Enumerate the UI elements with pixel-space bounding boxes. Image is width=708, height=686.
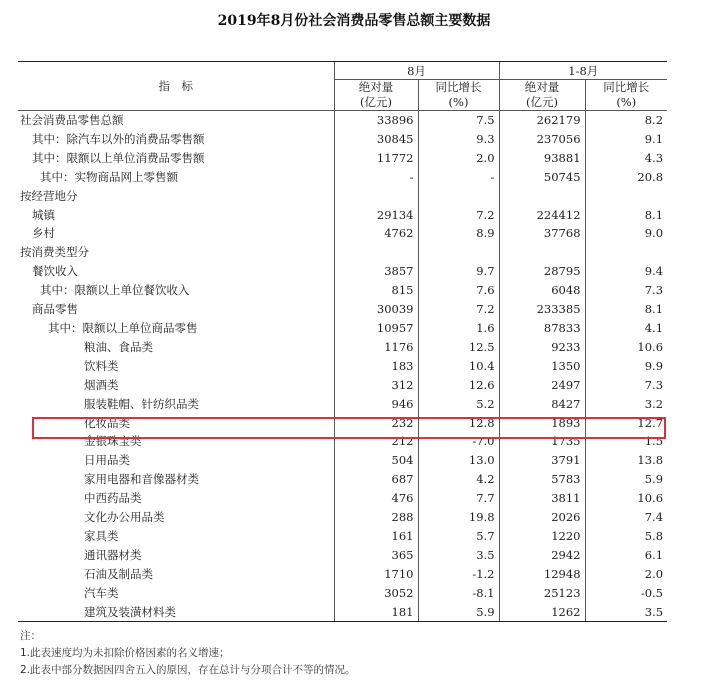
table-row (18, 565, 667, 584)
table-row (18, 376, 667, 395)
table-row (18, 451, 667, 470)
ytd-abs-cell: 87833 (499, 319, 585, 338)
table-row (18, 395, 667, 414)
row-name: 石油及制品类 (84, 566, 153, 581)
ytd-abs-cell: 1350 (499, 357, 585, 376)
ytd-yoy-cell: 2.0 (585, 565, 667, 584)
aug-yoy-cell: 10.4 (418, 357, 499, 376)
row-name: 其中：限额以上单位餐饮收入 (40, 283, 190, 298)
ytd-abs-cell: 1262 (499, 603, 585, 622)
aug-period-header: 8月 (334, 62, 499, 80)
ytd-yoy-cell: 3.5 (585, 603, 667, 622)
row-name: 粮油、食品类 (84, 339, 153, 354)
aug-yoy-cell: 5.2 (418, 395, 499, 414)
ytd-abs-cell (499, 187, 585, 206)
aug-abs-cell: 476 (334, 489, 418, 508)
ytd-abs-cell: 28795 (499, 262, 585, 281)
ytd-yoy-cell: -0.5 (585, 584, 667, 603)
row-name: 日用品类 (84, 453, 130, 468)
table-row (18, 206, 667, 225)
row-name: 化妆品类 (84, 415, 130, 430)
aug-abs-cell: 11772 (334, 149, 418, 168)
ytd-abs-header (499, 80, 585, 111)
ytd-period-header: 1-8月 (499, 62, 667, 80)
aug-yoy-cell: 8.9 (418, 224, 499, 243)
table-row (18, 281, 667, 300)
row-name: 饮料类 (84, 358, 119, 373)
table-row (18, 111, 667, 130)
ytd-yoy-cell: 10.6 (585, 338, 667, 357)
aug-abs-cell: 30845 (334, 130, 418, 149)
ytd-yoy-cell (585, 243, 667, 262)
ytd-yoy-cell: 1.5 (585, 432, 667, 451)
aug-yoy-cell: 9.3 (418, 130, 499, 149)
table-row (18, 187, 667, 206)
aug-yoy-cell: 9.7 (418, 262, 499, 281)
row-name: 其中：限额以上单位消费品零售额 (32, 150, 205, 165)
ytd-yoy-cell: 7.3 (585, 281, 667, 300)
row-name: 烟酒类 (84, 377, 119, 392)
ytd-abs-cell: 1220 (499, 527, 585, 546)
aug-abs-header (334, 80, 418, 111)
ytd-yoy-cell: 9.4 (585, 262, 667, 281)
aug-abs-cell: 815 (334, 281, 418, 300)
aug-yoy-cell: 12.8 (418, 414, 499, 433)
aug-yoy-cell: -8.1 (418, 584, 499, 603)
table-row (18, 603, 667, 622)
ytd-abs-cell: 3811 (499, 489, 585, 508)
table-row (18, 319, 667, 338)
ytd-yoy-cell: 5.8 (585, 527, 667, 546)
ytd-yoy-cell: 4.3 (585, 149, 667, 168)
aug-abs-cell: 3052 (334, 584, 418, 603)
aug-yoy-cell: 2.0 (418, 149, 499, 168)
aug-abs-cell: 212 (334, 432, 418, 451)
ytd-abs-cell: 37768 (499, 224, 585, 243)
aug-abs-cell: 504 (334, 451, 418, 470)
row-name: 其中：实物商品网上零售额 (40, 169, 178, 184)
yoy-label: 同比增长 (435, 80, 482, 94)
table-row (18, 432, 667, 451)
ytd-yoy-header (585, 80, 667, 111)
ytd-yoy-cell: 7.4 (585, 508, 667, 527)
table-row (18, 224, 667, 243)
ytd-abs-cell: 6048 (499, 281, 585, 300)
row-name: 家具类 (84, 528, 119, 543)
ytd-abs-cell: 233385 (499, 300, 585, 319)
abs-label: 绝对量 (524, 80, 560, 94)
yoy-unit: (%) (448, 95, 469, 109)
row-name: 汽车类 (84, 585, 119, 600)
row-name: 通讯器材类 (84, 547, 142, 562)
aug-abs-cell (334, 243, 418, 262)
table-row (18, 527, 667, 546)
table-row (18, 508, 667, 527)
ytd-yoy-cell: 12.7 (585, 414, 667, 433)
aug-abs-cell: 10957 (334, 319, 418, 338)
ytd-abs-cell: 1735 (499, 432, 585, 451)
notes-label: 注： (20, 630, 41, 642)
aug-yoy-cell (418, 243, 499, 262)
ytd-abs-cell: 5783 (499, 470, 585, 489)
aug-abs-cell: 4762 (334, 224, 418, 243)
ytd-yoy-cell: 8.1 (585, 206, 667, 225)
yoy-unit: (%) (616, 95, 637, 109)
note-1: 1.此表速度均为未扣除价格因素的名义增速； (20, 647, 230, 659)
row-name: 建筑及装潢材料类 (18, 603, 334, 622)
table-row (18, 357, 667, 376)
abs-unit: (亿元) (360, 95, 392, 109)
row-name: 商品零售 (32, 302, 78, 317)
table-row (18, 470, 667, 489)
note-2: 2.此表中部分数据因四舍五入的原因，存在总计与分项合计不等的情况。 (20, 664, 356, 676)
ytd-abs-cell: 2942 (499, 546, 585, 565)
aug-yoy-cell: 7.7 (418, 489, 499, 508)
ytd-abs-cell (499, 243, 585, 262)
ytd-yoy-cell: 8.1 (585, 300, 667, 319)
row-name: 服装鞋帽、针纺织品类 (84, 396, 199, 411)
ytd-abs-cell: 2026 (499, 508, 585, 527)
aug-yoy-cell: 5.7 (418, 527, 499, 546)
aug-yoy-cell: 1.6 (418, 319, 499, 338)
table-row (18, 262, 667, 281)
ytd-abs-cell: 237056 (499, 130, 585, 149)
aug-yoy-cell: 13.0 (418, 451, 499, 470)
row-name: 金银珠宝类 (84, 434, 142, 449)
aug-yoy-header (418, 80, 499, 111)
aug-abs-cell: 183 (334, 357, 418, 376)
table-row (18, 168, 667, 187)
aug-abs-cell (334, 187, 418, 206)
aug-abs-cell: 3857 (334, 262, 418, 281)
aug-yoy-cell: 7.2 (418, 206, 499, 225)
ytd-abs-cell: 224412 (499, 206, 585, 225)
row-name: 文化办公用品类 (84, 510, 165, 525)
aug-abs-cell: 946 (334, 395, 418, 414)
table-row (18, 130, 667, 149)
ytd-yoy-cell: 5.9 (585, 470, 667, 489)
aug-abs-cell: - (334, 168, 418, 187)
aug-abs-cell: 312 (334, 376, 418, 395)
aug-abs-cell: 687 (334, 470, 418, 489)
table-row (18, 414, 667, 433)
abs-label: 绝对量 (358, 80, 394, 94)
ytd-yoy-cell: 4.1 (585, 319, 667, 338)
header-row-periods (18, 62, 667, 80)
aug-yoy-cell: -1.2 (418, 565, 499, 584)
aug-yoy-cell: 19.8 (418, 508, 499, 527)
aug-yoy-cell: 12.6 (418, 376, 499, 395)
retail-sales-table (18, 61, 667, 622)
ytd-yoy-cell: 9.0 (585, 224, 667, 243)
table-row (18, 300, 667, 319)
aug-yoy-cell: 7.2 (418, 300, 499, 319)
row-name: 按消费类型分 (20, 245, 89, 260)
row-name: 城镇 (32, 207, 55, 222)
aug-abs-cell: 288 (334, 508, 418, 527)
abs-unit: (亿元) (526, 95, 558, 109)
row-name: 其中：限额以上单位商品零售 (48, 320, 198, 335)
aug-yoy-cell: -7.0 (418, 432, 499, 451)
ytd-yoy-cell: 10.6 (585, 489, 667, 508)
footnotes (20, 628, 356, 679)
ytd-yoy-cell: 6.1 (585, 546, 667, 565)
row-name: 按经营地分 (20, 188, 78, 203)
aug-abs-cell: 1176 (334, 338, 418, 357)
ytd-yoy-cell: 7.3 (585, 376, 667, 395)
aug-abs-cell: 161 (334, 527, 418, 546)
ytd-abs-cell: 3791 (499, 451, 585, 470)
ytd-yoy-cell: 9.1 (585, 130, 667, 149)
aug-abs-cell: 365 (334, 546, 418, 565)
ytd-abs-cell: 8427 (499, 395, 585, 414)
aug-abs-cell: 33896 (334, 111, 418, 130)
ytd-abs-cell: 93881 (499, 149, 585, 168)
ytd-yoy-cell: 8.2 (585, 111, 667, 130)
row-name: 乡村 (32, 226, 55, 241)
aug-yoy-cell: 7.5 (418, 111, 499, 130)
table-row (18, 546, 667, 565)
row-name: 家用电器和音像器材类 (84, 472, 199, 487)
table-row (18, 243, 667, 262)
row-name: 社会消费品零售总额 (20, 113, 124, 127)
page-title: 2019年8月份社会消费品零售总额主要数据 (217, 13, 491, 29)
aug-yoy-cell: 5.9 (418, 603, 499, 622)
aug-abs-cell: 1710 (334, 565, 418, 584)
ytd-abs-cell: 2497 (499, 376, 585, 395)
table-row (18, 338, 667, 357)
indicator-header: 指 标 (18, 62, 334, 111)
ytd-yoy-cell (585, 187, 667, 206)
ytd-abs-cell: 12948 (499, 565, 585, 584)
ytd-abs-cell: 25123 (499, 584, 585, 603)
aug-yoy-cell: 3.5 (418, 546, 499, 565)
aug-yoy-cell: - (418, 168, 499, 187)
aug-abs-cell: 181 (334, 603, 418, 622)
aug-yoy-cell (418, 187, 499, 206)
table-row (18, 489, 667, 508)
aug-yoy-cell: 7.6 (418, 281, 499, 300)
aug-abs-cell: 232 (334, 414, 418, 433)
ytd-abs-cell: 9233 (499, 338, 585, 357)
row-name: 餐饮收入 (32, 264, 78, 279)
ytd-abs-cell: 50745 (499, 168, 585, 187)
ytd-yoy-cell: 3.2 (585, 395, 667, 414)
ytd-yoy-cell: 9.9 (585, 357, 667, 376)
ytd-yoy-cell: 13.8 (585, 451, 667, 470)
table-row (18, 149, 667, 168)
ytd-yoy-cell: 20.8 (585, 168, 667, 187)
table-row (18, 584, 667, 603)
aug-abs-cell: 30039 (334, 300, 418, 319)
aug-yoy-cell: 4.2 (418, 470, 499, 489)
ytd-abs-cell: 1893 (499, 414, 585, 433)
row-name: 其中：除汽车以外的消费品零售额 (32, 131, 205, 146)
ytd-abs-cell: 262179 (499, 111, 585, 130)
aug-abs-cell: 29134 (334, 206, 418, 225)
aug-yoy-cell: 12.5 (418, 338, 499, 357)
yoy-label: 同比增长 (603, 80, 650, 94)
row-name: 中西药品类 (84, 491, 142, 506)
